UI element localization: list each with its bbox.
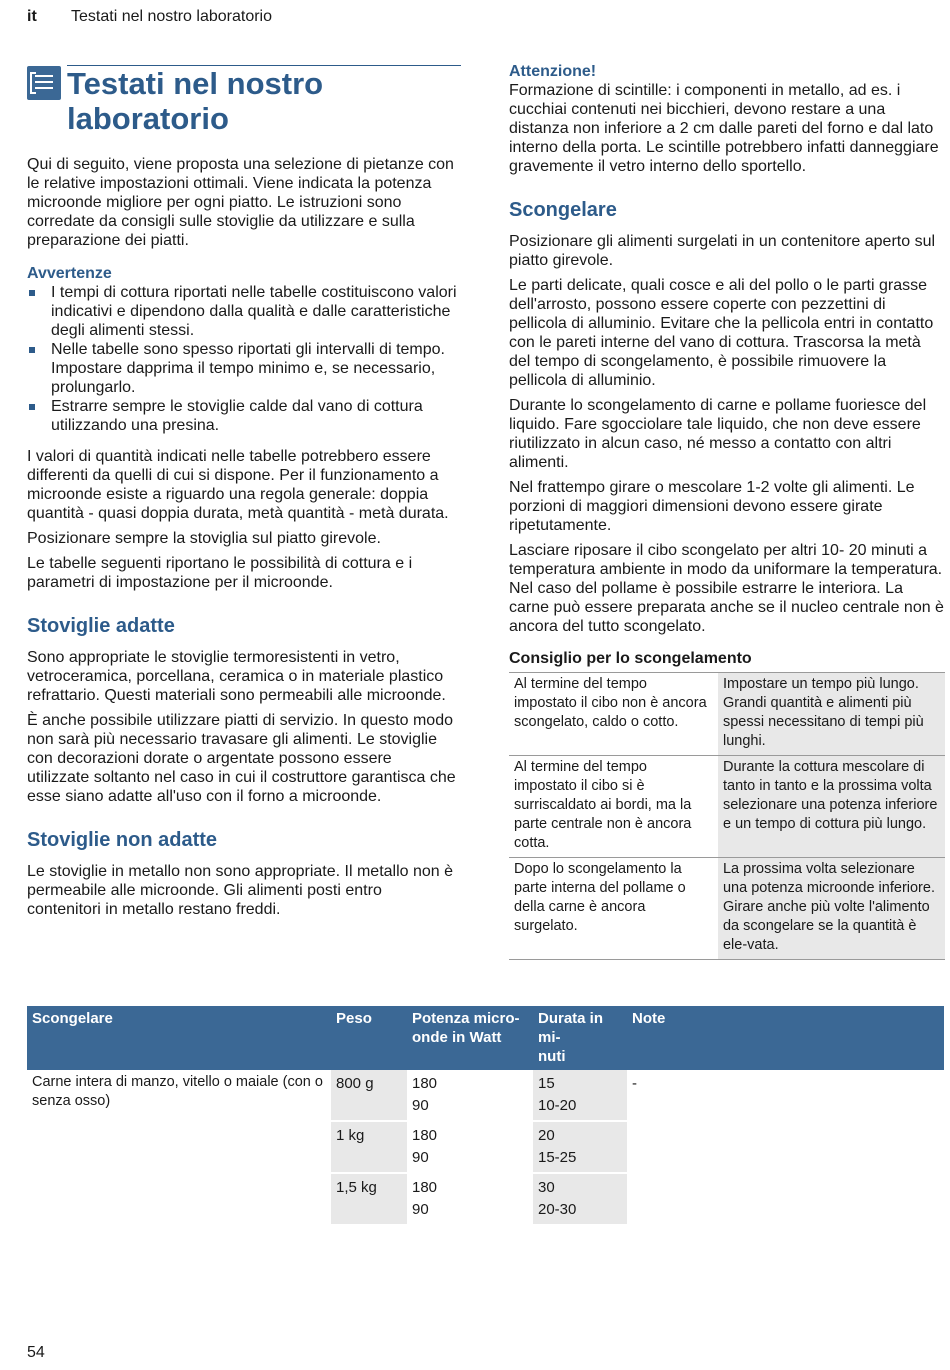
page-title	[67, 62, 457, 136]
weight-cell: 1 kg	[331, 1121, 407, 1173]
power-cell: 180 90	[412, 1179, 438, 1218]
right-column	[509, 62, 945, 960]
title-line-1: Testati nel nostro	[67, 66, 324, 101]
tip-problem: Al termine del tempo impostato il cibo non è ancora scongelato, caldo o cotto.	[509, 673, 717, 756]
power-cell: 180 90	[407, 1070, 533, 1121]
tip-solution: La prossima volta selezionare una potenza microonde inferiore. Girare anche più volte l'alimento da scongelare se la quantità è ele-vata.	[717, 858, 945, 960]
unsuitable-dishes-paragraph: Le stoviglie in metallo non sono appropriate. Il metallo non è permeabile alle microonde. Gli alimenti posti entro contenitori in metallo restano freddi.	[27, 863, 454, 918]
language-code: it	[27, 8, 37, 25]
col-header-power: Potenza micro- onde in Watt	[407, 1006, 533, 1070]
warning-item: Nelle tabelle sono spesso riportati gli intervalli di tempo. Impostare dapprima il tempo minimo e, se necessario, prolungarlo.	[27, 340, 457, 397]
time-cell: 15 10-20	[533, 1070, 627, 1121]
title-rule	[67, 65, 461, 66]
turntable-paragraph: Posizionare sempre la stoviglia sul piatto girevole.	[27, 530, 381, 547]
page-title-block	[27, 62, 457, 136]
bullet-square-icon	[29, 404, 35, 410]
power-cell: 180 90	[407, 1121, 533, 1173]
weight-cell: 1,5 kg	[331, 1173, 407, 1224]
defrost-tips-table	[509, 672, 945, 960]
warning-item: I tempi di cottura riportati nelle tabelle costituiscono valori indicativi e dipendono dalla qualità e dalle caratteristiche degli alimenti stessi.	[27, 283, 457, 340]
col-header-food: Scongelare	[27, 1006, 331, 1070]
left-column	[27, 62, 457, 925]
bullet-square-icon	[29, 347, 35, 353]
table-row	[509, 673, 945, 756]
warning-item: Estrarre sempre le stoviglie calde dal vano di cottura utilizzando una presina.	[27, 397, 457, 435]
attention-heading: Attenzione!	[509, 63, 597, 80]
warnings-list	[27, 283, 457, 435]
defrost-paragraph-5: Lasciare riposare il cibo scongelato per altri 10- 20 minuti a temperatura ambiente in modo da uniformare la temperatura. Nel caso del pollame è possibile estrarre le interiora. La carne può essere preparata anche se il nucleo centrale non è ancora del tutto scongelato.	[509, 542, 944, 635]
defrost-paragraph-1: Posizionare gli alimenti surgelati in un contenitore aperto sul piatto girevole.	[509, 233, 936, 269]
table-row	[509, 858, 945, 960]
defrost-settings-table-wrapper	[27, 1006, 944, 1224]
table-row	[27, 1070, 944, 1121]
defrost-paragraph-2: Le parti delicate, quali cosce e ali del pollo o le parti grasse dell'arrosto, possono essere coperte con pezzettini di pellicola di alluminio. Evitare che la pellicola entri in contatto con le pareti interne del vano di cottura. Trascorsa la metà del tempo di scongelamento, è possibile rimuovere la pellicola di alluminio.	[509, 277, 934, 389]
warnings-heading: Avvertenze	[27, 265, 112, 282]
defrost-settings-table	[27, 1006, 944, 1224]
weight-cell: 800 g	[331, 1070, 407, 1121]
suitable-dishes-paragraph-2: È anche possibile utilizzare piatti di servizio. In questo modo non sarà più necessario travasare gli alimenti. Le stoviglie con decorazioni dorate o argentate possono essere utilizzate soltanto nel caso in cui il costruttore garantisca che esse siano adatte all'uso con il forno a microonde.	[27, 712, 456, 805]
tip-solution: Impostare un tempo più lungo. Grandi quantità e alimenti più spessi necessitano di tempi più lunghi.	[717, 673, 945, 756]
section-name: Testati nel nostro laboratorio	[71, 8, 272, 25]
table-header-row	[27, 1006, 944, 1070]
unsuitable-dishes-heading: Stoviglie non adatte	[27, 829, 218, 851]
intro-paragraph: Qui di seguito, viene proposta una selezione di pietanze con le relative impostazioni ottimali. Viene indicata la potenza microonde migliore per ogni piatto. Le istruzioni sono corredate da consigli sulle stoviglie da utilizzare e sulla preparazione dei piatti.	[27, 156, 454, 249]
food-cell: Carne intera di manzo, vitello o maiale (con o senza osso)	[32, 1074, 323, 1109]
suitable-dishes-heading: Stoviglie adatte	[27, 615, 175, 637]
col-header-time: Durata in mi- nuti	[533, 1006, 627, 1070]
defrost-paragraph-3: Durante lo scongelamento di carne e pollame fuoriesce del liquido. Fare sgocciolare tale liquido, che non deve essere riutilizzato in alcun caso, né messo a contatto con altri alimenti.	[509, 397, 927, 471]
quantity-paragraph: I valori di quantità indicati nelle tabelle potrebbero essere differenti da quelli di cui si dispone. Per il funzionamento a microonde esiste a riguardo una regola generale: doppia quantità - quasi doppia durata, metà quantità - metà durata.	[27, 448, 449, 522]
tip-solution: Durante la cottura mescolare di tanto in tanto e la prossima volta selezionare una potenza inferiore e un tempo di cottura più lungo.	[717, 756, 945, 858]
bullet-square-icon	[29, 290, 35, 296]
suitable-dishes-paragraph-1: Sono appropriate le stoviglie termoresistenti in vetro, vetroceramica, porcellana, ceramica o in materiale plastico refrattario. Questi materiali sono permeabili alle microonde.	[27, 649, 446, 704]
running-header	[27, 8, 272, 26]
document-icon	[27, 66, 61, 100]
notes-cell: -	[632, 1075, 637, 1092]
tables-paragraph: Le tabelle seguenti riportano le possibilità di cottura e i parametri di impostazione per il microonde.	[27, 555, 413, 591]
title-line-2: laboratorio	[67, 101, 229, 136]
tip-problem: Al termine del tempo impostato il cibo si è surriscaldato ai bordi, ma la parte centrale non è ancora cotta.	[509, 756, 717, 858]
defrost-paragraph-4: Nel frattempo girare o mescolare 1-2 volte gli alimenti. Le porzioni di maggiori dimensioni devono essere girate ripetutamente.	[509, 479, 915, 534]
page-number: 54	[27, 1344, 45, 1361]
attention-paragraph: Formazione di scintille: i componenti in metallo, ad es. i cucchiai contenuti nei bicchieri, devono restare a una distanza non inferiore a 2 cm dalle pareti del forno e dal lato interno della porta. Le scintille potrebbero infatti danneggiare gravemente il vetro interno dello sportello.	[509, 82, 939, 175]
defrost-tips-heading: Consiglio per lo scongelamento	[509, 650, 752, 667]
col-header-weight: Peso	[331, 1006, 407, 1070]
col-header-notes: Note	[627, 1006, 944, 1070]
defrost-heading: Scongelare	[509, 199, 617, 221]
time-cell: 30 20-30	[533, 1173, 627, 1224]
time-cell: 20 15-25	[533, 1121, 627, 1173]
tip-problem: Dopo lo scongelamento la parte interna del pollame o della carne è ancora surgelato.	[509, 858, 717, 960]
table-row	[509, 756, 945, 858]
